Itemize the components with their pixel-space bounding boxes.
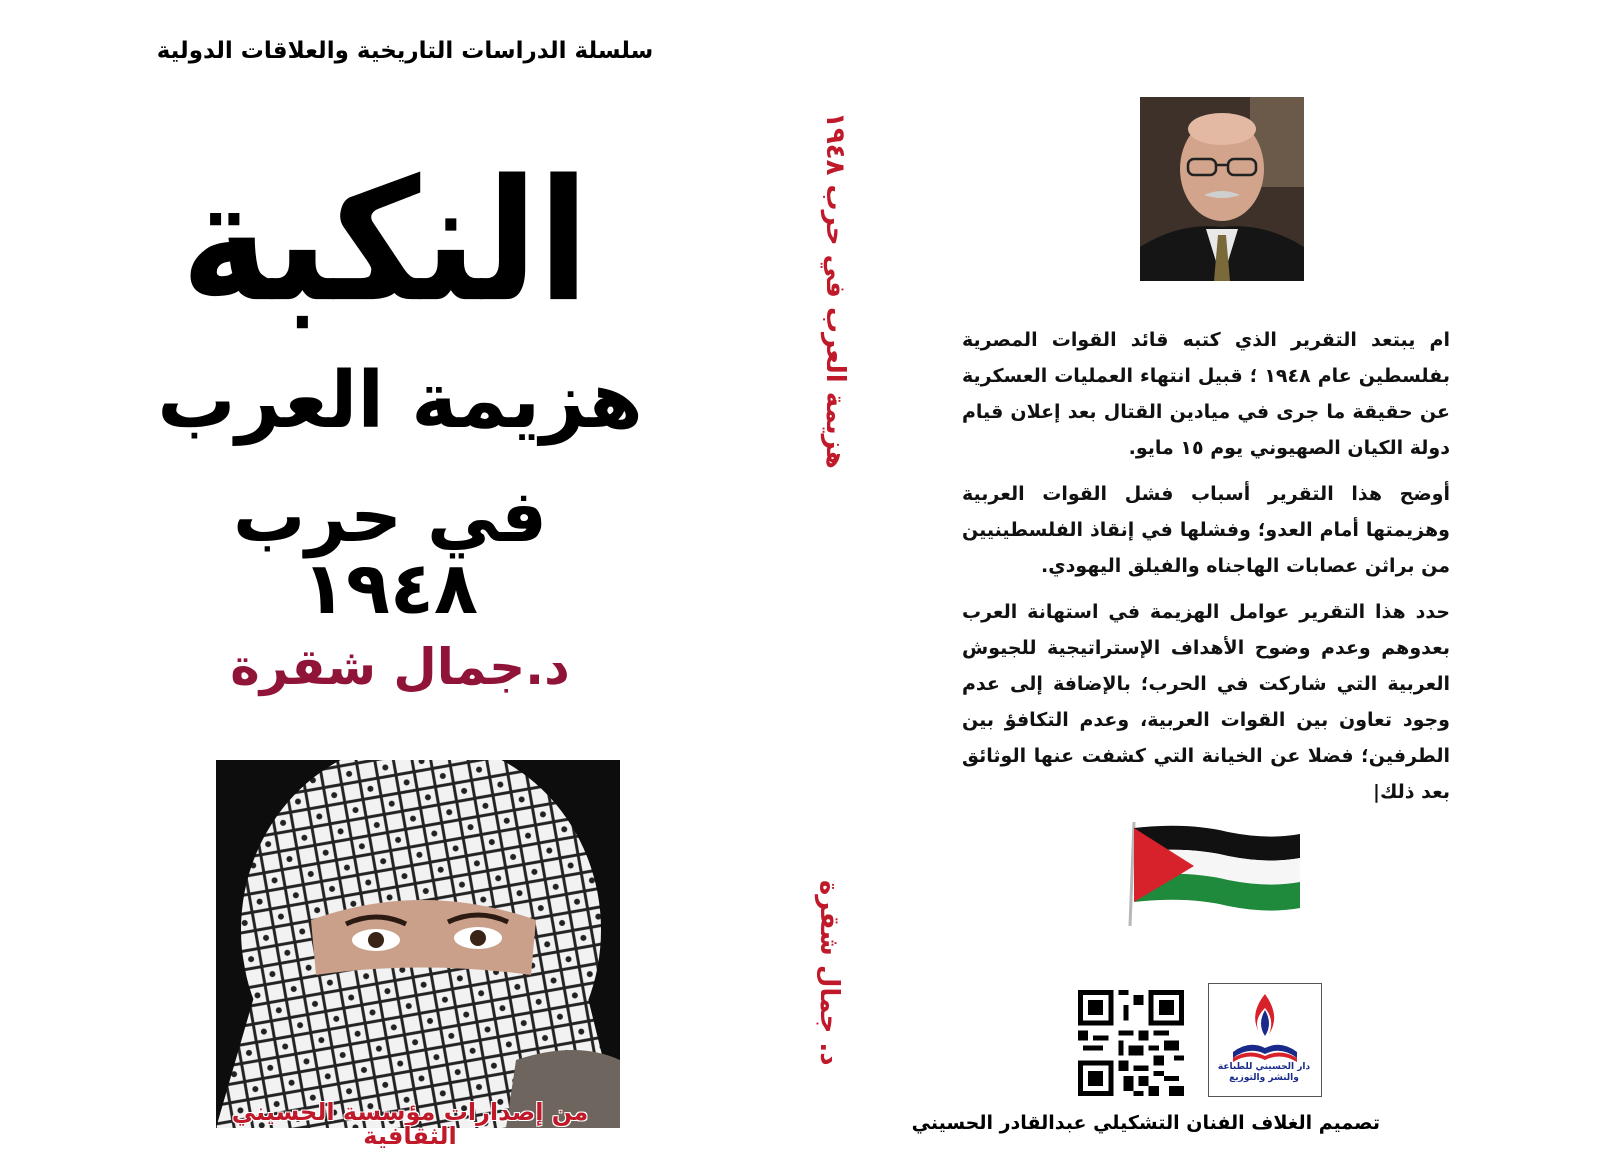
blurb-paragraph-1: ام يبتعد التقرير الذي كتبه قائد القوات المصرية بفلسطين عام ١٩٤٨ ؛ قبيل انتهاء العمليات العسكرية عن حقيقة ما جرى في ميادين القتال بعد إعلان قيام دولة الكيان الصهيوني يوم ١٥ مايو. bbox=[962, 329, 1450, 459]
qr-code-icon bbox=[1078, 990, 1184, 1096]
designer-credit: تصميم الغلاف الفنان التشكيلي عبدالقادر الحسيني bbox=[911, 1112, 1380, 1134]
blurb-paragraph-3: حدد هذا التقرير عوامل الهزيمة في استهانة العرب بعدوهم وعدم وضوح الأهداف الإستراتيجية للجيوش العربية التي شاركت في الحرب؛ بالإضافة إلى عدم وجود تعاون بين القوات العربية، وعدم التكافؤ بين الطرفين؛ فضلا عن الخيانة التي كشفت عنها الوثائق بعد ذلك| bbox=[962, 601, 1450, 803]
keffiyeh-portrait-image bbox=[216, 760, 620, 1128]
book-main-title: النكبة bbox=[180, 144, 590, 340]
blurb-paragraph-2: أوضح هذا التقرير أسباب فشل القوات العربية وهزيمتها أمام العدو؛ وفشلها في إنقاذ الفلسطينيين من براثن عصابات الهاجناه والفيلق اليهودي. bbox=[962, 483, 1450, 577]
back-cover-blurb bbox=[962, 322, 1450, 820]
book-subtitle-line2: في حرب ١٩٤٨ bbox=[232, 474, 548, 630]
publisher-line: من إصدارات مؤسسة الحسيني الثقافية bbox=[231, 1098, 589, 1150]
spine-author: د. جمال شقرة bbox=[814, 880, 844, 1066]
series-title: سلسلة الدراسات التاريخية والعلاقات الدولية bbox=[156, 38, 654, 64]
spine-title: هزيمة العرب في حرب ١٩٤٨ bbox=[820, 112, 850, 469]
author-photo-image bbox=[1140, 97, 1304, 281]
publisher-logo-text: دار الحسيني للطباعة والنشر والتوزيع bbox=[1217, 1062, 1311, 1083]
book-subtitle-line1: هزيمة العرب bbox=[157, 356, 643, 446]
palestine-flag-icon bbox=[1128, 818, 1308, 928]
front-author-name: د.جمال شقرة bbox=[230, 638, 570, 696]
